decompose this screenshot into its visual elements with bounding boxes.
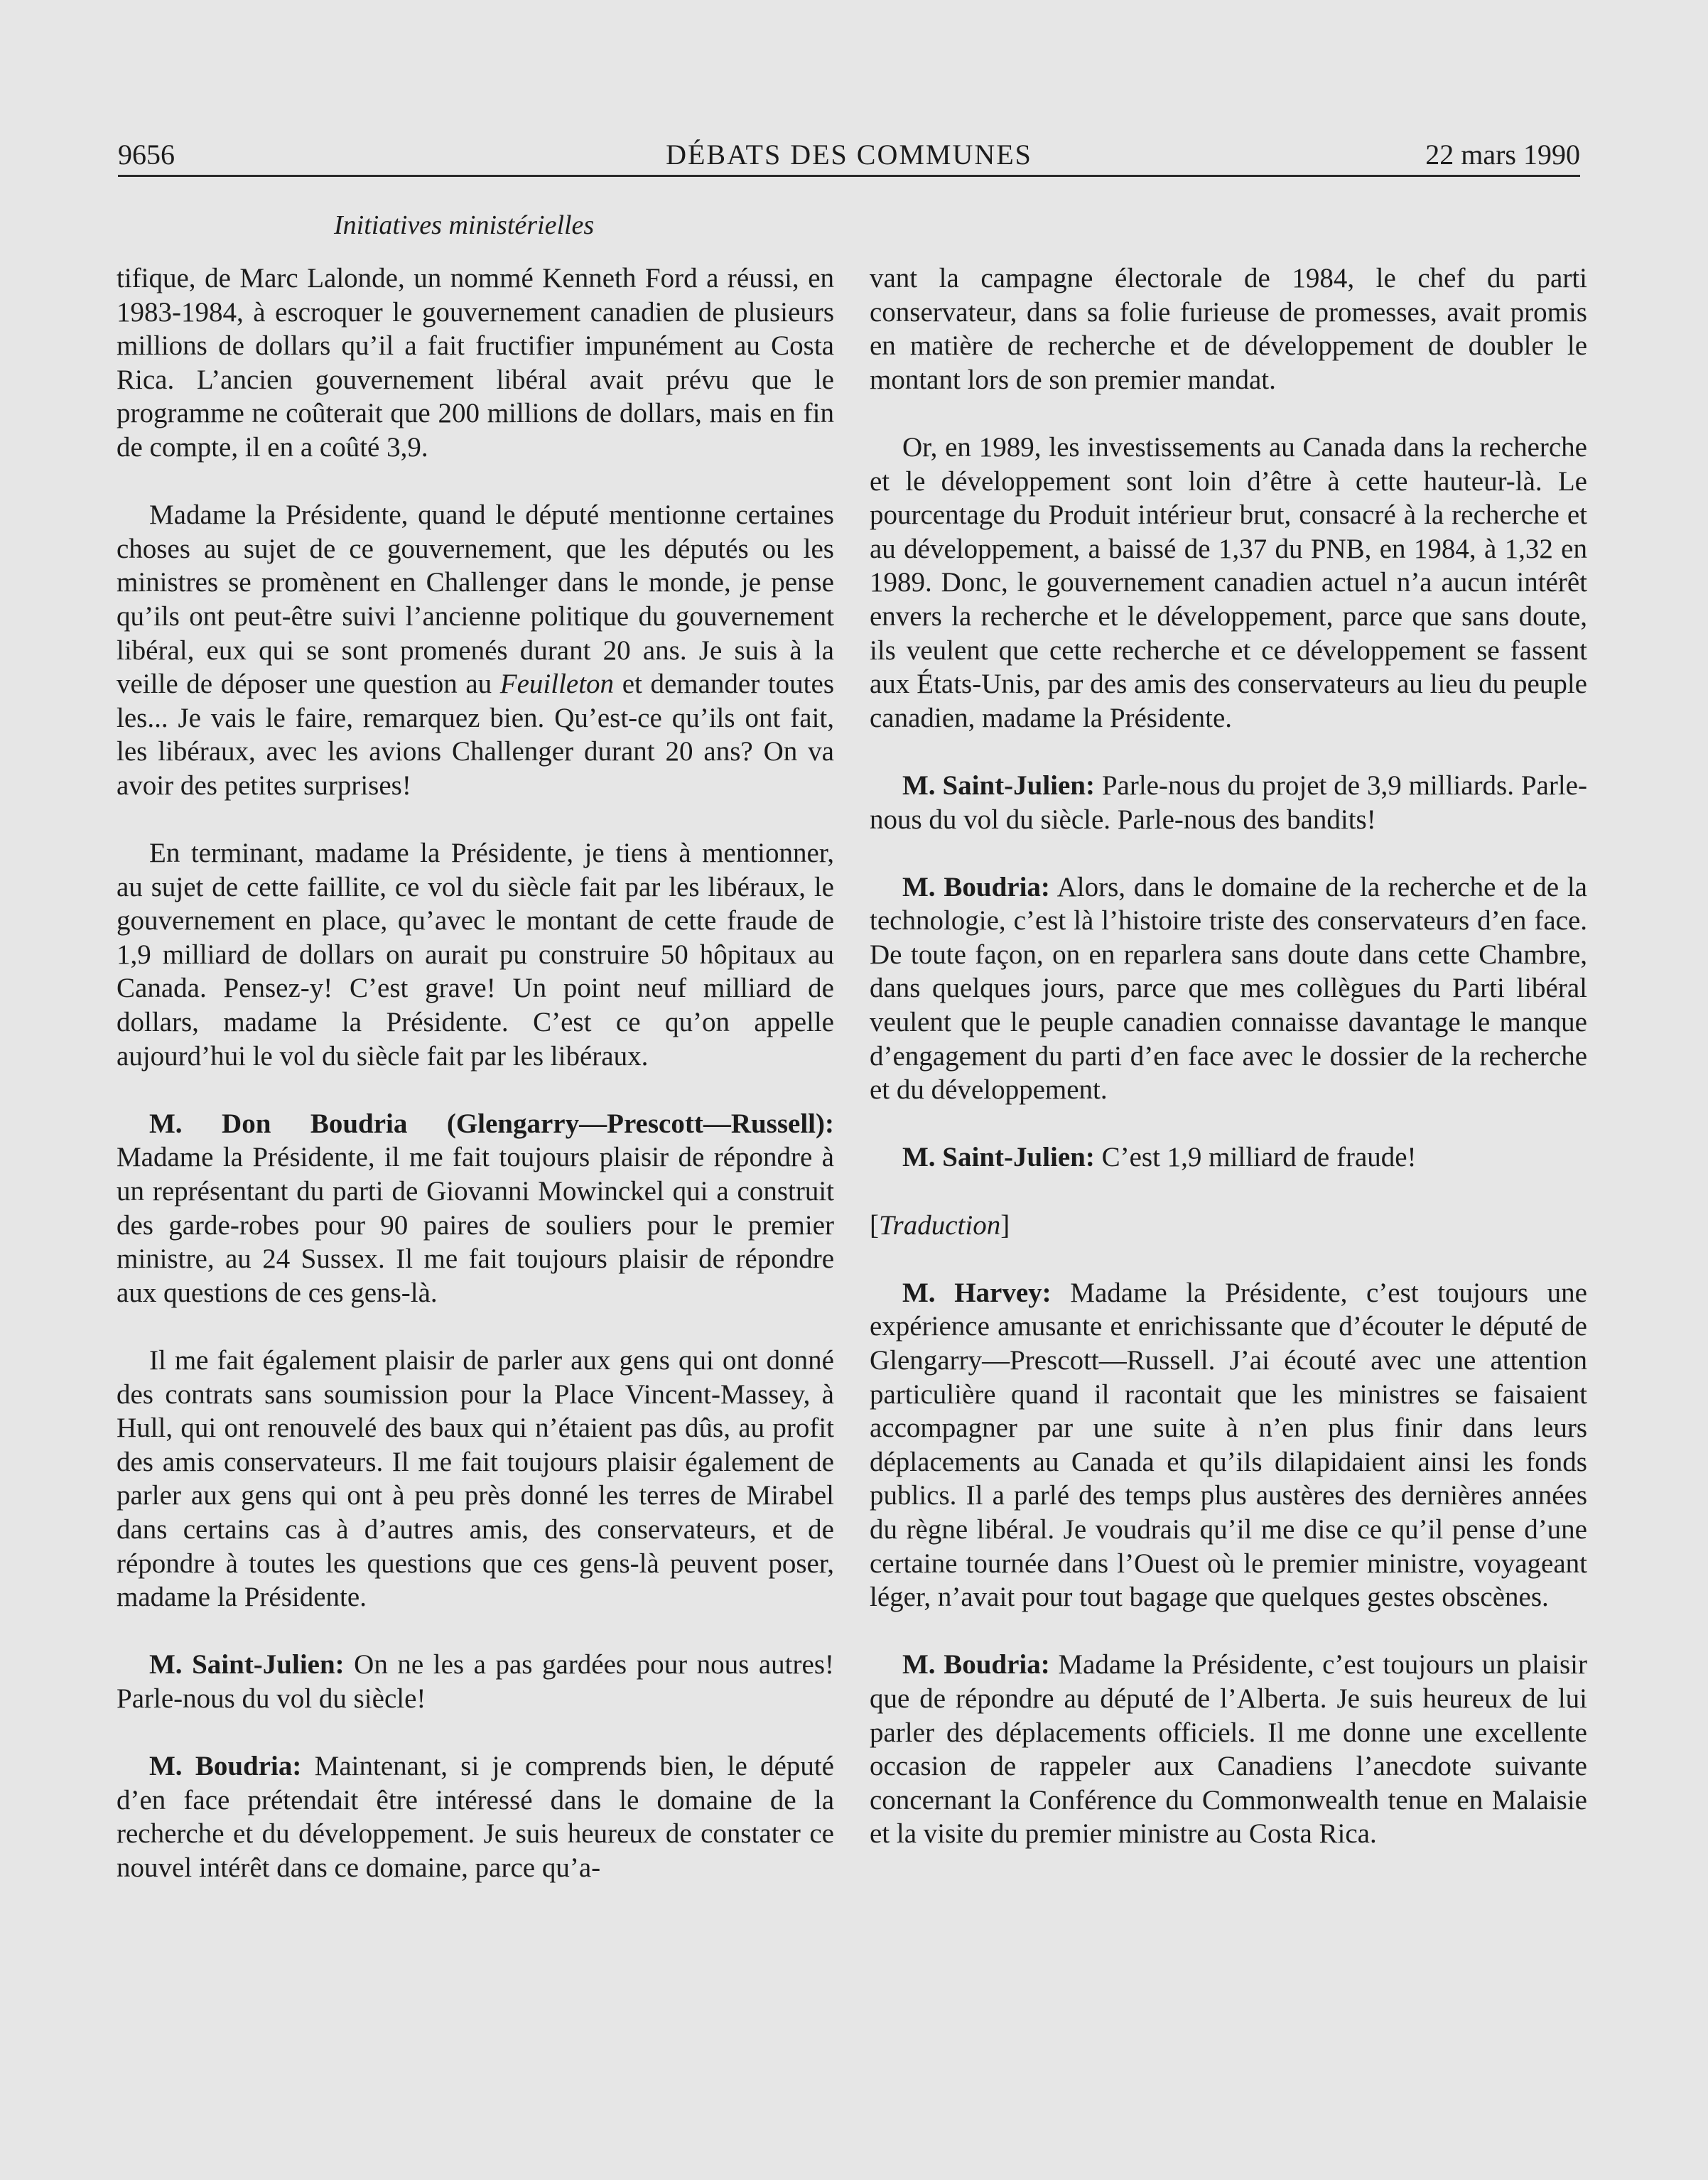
paragraph: Or, en 1989, les investissements au Canada dans la recherche et le développement sont loin d’être à cette hauteur-là. Le pourcentage du Produit intérieur brut, consacré à la recherche et au développement, a baissé de 1,37 du PNB, en 1984, à 1,32 en 1989. Donc, le gouvernement canadien actuel n’a aucun intérêt envers la recherche et le développement, parce que sans doute, ils veulent que cette recherche et ce développement se fassent aux États-Unis, par des amis des conservateurs au lieu du peuple canadien, madame la Présidente. (870, 431, 1587, 733)
paragraph: vant la campagne électorale de 1984, le chef du parti conservateur, dans sa folie furieuse de promesses, avait promis en matière de recherche et de développement de doubler le montant lors de son premier mandat. (870, 263, 1587, 395)
speech: M. Saint-Julien: C’est 1,9 milliard de fraude! (902, 1142, 1417, 1173)
issue-date: 22 mars 1990 (1425, 139, 1580, 171)
speech: M. Don Boudria (Glengarry—Prescott—Russell): Madame la Présidente, il me fait toujours plaisir de répondre à un représentant du parti de Giovanni Mowinckel qui a construit des garde-robes pour 90 paires de souliers pour le premier ministre, au 24 Sussex. Il me fait toujours plaisir de répondre aux questions de ces gens-là. (117, 1108, 834, 1308)
right-column (870, 261, 1587, 1885)
journal-title: DÉBATS DES COMMUNES (666, 139, 1032, 171)
speaker-name: M. Boudria: (149, 1751, 302, 1782)
speech: M. Harvey: Madame la Présidente, c’est toujours une expérience amusante et enrichissante que d’écouter le député de Glengarry—Prescott—Russell. J’ai écouté avec une attention particulière quand il racontait que les ministres se faisaient accompagner par une suite à n’en plus finir dans leurs déplacements au Canada et qu’ils dilapidaient ainsi les fonds publics. Il a parlé des temps plus austères des dernières années du règne libéral. Je voudrais qu’il me dise ce qu’il pense d’une certaine tournée dans l’Ouest où le premier ministre, voyageant léger, n’avait pour tout bagage que quelques gestes obscènes. (870, 1277, 1587, 1613)
left-column (117, 261, 834, 1919)
speaker-name: M. Saint-Julien: (902, 1142, 1095, 1173)
speaker-name: M. Don Boudria (Glengarry—Prescott—Russell): (149, 1108, 834, 1139)
italic-term: Traduction (879, 1209, 1001, 1241)
section-label: Initiatives ministérielles (334, 210, 595, 240)
paragraph: Madame la Présidente, quand le député mentionne certaines choses au sujet de ce gouvernement, que les députés ou les ministres se promènent en Challenger dans le monde, je pense qu’ils ont peut-être suivi l’ancienne politique du gouvernement libéral, eux qui se sont promenés durant 20 ans. Je suis à la veille de déposer une question au Feuilleton et demander toutes les... Je vais le faire, remarquez bien. Qu’est-ce qu’ils ont fait, les libéraux, avec les avions Challenger durant 20 ans? On va avoir des petites surprises! (117, 500, 834, 801)
paragraph: En terminant, madame la Présidente, je tiens à mentionner, au sujet de cette faillite, ce vol du siècle fait par les libéraux, le gouvernement en place, qu’avec le montant de cette fraude de 1,9 milliard de dollars on aurait pu construire 50 hôpitaux au Canada. Pensez-y! C’est grave! Un point neuf milliard de dollars, madame la Présidente. C’est ce qu’on appelle aujourd’hui le vol du siècle fait par les libéraux. (117, 838, 834, 1072)
speech: M. Boudria: Alors, dans le domaine de la recherche et de la technologie, c’est là l’histoire triste des conservateurs d’en face. De toute façon, on en reparlera sans doute dans cette Chambre, dans quelques jours, parce que mes collègues du Parti libéral veulent que le peuple canadien connaisse davantage le manque d’engagement du parti d’en face avec le dossier de la recherche et du développement. (870, 871, 1587, 1106)
italic-term: Feuilleton (499, 669, 615, 700)
speech: M. Boudria: Madame la Présidente, c’est toujours un plaisir que de répondre au député de l’Alberta. Je suis heureux de lui parler des déplacements officiels. Il me donne une excellente occasion de rappeler aux Canadiens l’anecdote suivante concernant la Conférence du Commonwealth tenue en Malaisie et la visite du premier ministre au Costa Rica. (870, 1649, 1587, 1850)
speaker-name: M. Boudria: (902, 871, 1050, 902)
speech: M. Saint-Julien: Parle-nous du projet de 3,9 milliards. Parle-nous du vol du siècle. Parle-nous des bandits! (870, 770, 1587, 835)
speech: M. Saint-Julien: On ne les a pas gardées pour nous autres! Parle-nous du vol du siècle! (117, 1649, 834, 1714)
page-number: 9656 (118, 139, 175, 171)
translation-note: [Traduction] (870, 1209, 1010, 1241)
paragraph: tifique, de Marc Lalonde, un nommé Kenneth Ford a réussi, en 1983-1984, à escroquer le gouvernement canadien de plusieurs millions de dollars qu’il a fait fructifier impunément au Costa Rica. L’ancien gouvernement libéral avait prévu que le programme ne coûterait que 200 millions de dollars, mais en fin de compte, il en a coûté 3,9. (117, 263, 834, 463)
speaker-name: M. Boudria: (902, 1649, 1050, 1680)
paragraph: Il me fait également plaisir de parler aux gens qui ont donné des contrats sans soumission pour la Place Vincent-Massey, à Hull, qui ont renouvelé des baux qui n’étaient pas dûs, au profit des amis conservateurs. Il me fait toujours plaisir également de parler aux gens qui ont à peu près donné les terres de Mirabel dans certains cas à d’autres amis, des conservateurs, et de répondre à toutes les questions que ces gens-là peuvent poser, madame la Présidente. (117, 1345, 834, 1613)
page-header (118, 132, 1580, 177)
speaker-name: M. Harvey: (902, 1277, 1052, 1308)
speech: M. Boudria: Maintenant, si je comprends bien, le député d’en face prétendait être intéressé dans le domaine de la recherche et du développement. Je suis heureux de constater ce nouvel intérêt dans ce domaine, parce qu’a- (117, 1751, 834, 1883)
speaker-name: M. Saint-Julien: (149, 1649, 345, 1680)
speaker-name: M. Saint-Julien: (902, 770, 1095, 801)
